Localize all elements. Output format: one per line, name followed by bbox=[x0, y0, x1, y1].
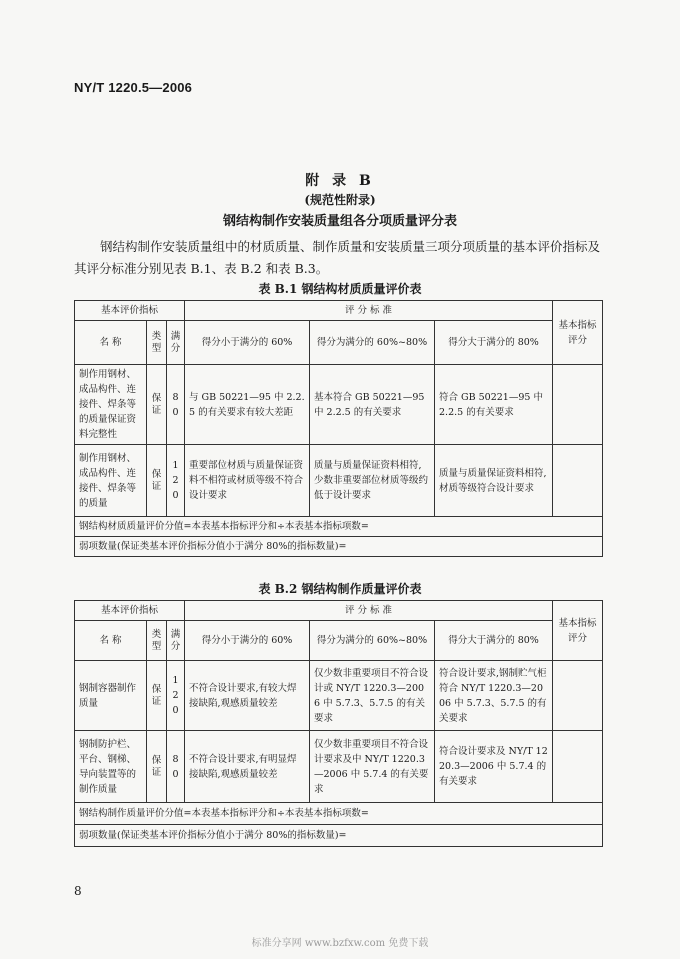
cell-type: 保证 bbox=[147, 365, 167, 445]
appendix-note: (规范性附录) bbox=[304, 193, 376, 207]
cell-gt80: 质量与质量保证资料相符,材质等级符合设计要求 bbox=[435, 445, 553, 517]
cell-type: 保证 bbox=[147, 661, 167, 731]
cell-lt60: 不符合设计要求,有明显焊接缺陷,观感质量较差 bbox=[185, 731, 310, 803]
header-type: 类型 bbox=[147, 621, 167, 661]
cell-name: 钢制容器制作质量 bbox=[75, 661, 147, 731]
header-name: 名 称 bbox=[75, 321, 147, 365]
appendix-title: 附 录 B bbox=[305, 173, 375, 189]
header-60-80: 得分为满分的 60%~80% bbox=[310, 621, 435, 661]
cell-name: 钢制防护栏、平台、钢梯、导向装置等的制作质量 bbox=[75, 731, 147, 803]
intro-paragraph: 钢结构制作安装质量组中的材质质量、制作质量和安装质量三项分项质量的基本评价指标及其评分标准分别见表 B.1、表 B.2 和表 B.3。 bbox=[74, 239, 601, 276]
header-criteria: 评 分 标 准 bbox=[185, 301, 553, 321]
cell-type: 保证 bbox=[147, 731, 167, 803]
header-basic-indicator: 基本评价指标 bbox=[75, 301, 185, 321]
cell-lt60: 重要部位材质与质量保证资料不相符或材质等级不符合设计要求 bbox=[185, 445, 310, 517]
page-number: 8 bbox=[74, 884, 82, 898]
header-full: 满分 bbox=[167, 621, 185, 661]
header-score: 基本指标评分 bbox=[553, 601, 603, 661]
cell-60-80: 仅少数非重要项目不符合设计或 NY/T 1220.3—2006 中 5.7.3、5.7.5 的有关要求 bbox=[310, 661, 435, 731]
header-type: 类型 bbox=[147, 321, 167, 365]
cell-60-80: 基本符合 GB 50221—95 中 2.2.5 的有关要求 bbox=[310, 365, 435, 445]
cell-gt80: 符合设计要求及 NY/T 1220.3—2006 中 5.7.4 的有关要求 bbox=[435, 731, 553, 803]
table-row bbox=[75, 661, 603, 731]
table-b2 bbox=[74, 600, 603, 847]
header-60-80: 得分为满分的 60%~80% bbox=[310, 321, 435, 365]
cell-score bbox=[553, 661, 603, 731]
appendix-name: 钢结构制作安装质量组各分项质量评分表 bbox=[222, 214, 457, 229]
table-b2-caption: 表 B.2 钢结构制作质量评价表 bbox=[258, 582, 422, 596]
header-name: 名 称 bbox=[75, 621, 147, 661]
cell-score bbox=[553, 731, 603, 803]
table-b1-summary-weak: 弱项数量(保证类基本评价指标分值小于满分 80%的指标数量)= bbox=[75, 537, 603, 557]
cell-lt60: 与 GB 50221—95 中 2.2.5 的有关要求有较大差距 bbox=[185, 365, 310, 445]
cell-full: 80 bbox=[167, 365, 185, 445]
header-basic-indicator: 基本评价指标 bbox=[75, 601, 185, 621]
header-lt60: 得分小于满分的 60% bbox=[185, 621, 310, 661]
cell-score bbox=[553, 365, 603, 445]
cell-60-80: 质量与质量保证资料相符,少数非重要部位材质等级约低于设计要求 bbox=[310, 445, 435, 517]
cell-full: 80 bbox=[167, 731, 185, 803]
cell-type: 保证 bbox=[147, 445, 167, 517]
cell-lt60: 不符合设计要求,有较大焊接缺陷,观感质量较差 bbox=[185, 661, 310, 731]
table-row bbox=[75, 445, 603, 517]
cell-name: 制作用钢材、成品构件、连接件、焊条等的质量保证资料完整性 bbox=[75, 365, 147, 445]
header-gt80: 得分大于满分的 80% bbox=[435, 321, 553, 365]
cell-gt80: 符合 GB 50221—95 中 2.2.5 的有关要求 bbox=[435, 365, 553, 445]
table-row bbox=[75, 365, 603, 445]
table-b2-summary-weak: 弱项数量(保证类基本评价指标分值小于满分 80%的指标数量)= bbox=[75, 825, 603, 847]
table-b1 bbox=[74, 300, 603, 557]
header-lt60: 得分小于满分的 60% bbox=[185, 321, 310, 365]
cell-60-80: 仅少数非重要项目不符合设计要求及中 NY/T 1220.3—2006 中 5.7.4 的有关要求 bbox=[310, 731, 435, 803]
header-full: 满分 bbox=[167, 321, 185, 365]
table-b2-summary-score: 钢结构制作质量评价分值=本表基本指标评分和÷本表基本指标项数= bbox=[75, 803, 603, 825]
cell-name: 制作用钢材、成品构件、连接件、焊条等的质量 bbox=[75, 445, 147, 517]
header-gt80: 得分大于满分的 80% bbox=[435, 621, 553, 661]
cell-full: 120 bbox=[167, 661, 185, 731]
cell-gt80: 符合设计要求,钢制贮气柜符合 NY/T 1220.3—2006 中 5.7.3、5.7.5 的有关要求 bbox=[435, 661, 553, 731]
table-row bbox=[75, 731, 603, 803]
table-b1-summary-score: 钢结构材质质量评价分值=本表基本指标评分和÷本表基本指标项数= bbox=[75, 517, 603, 537]
header-criteria: 评 分 标 准 bbox=[185, 601, 553, 621]
header-score: 基本指标评分 bbox=[553, 301, 603, 365]
table-b1-caption: 表 B.1 钢结构材质质量评价表 bbox=[258, 282, 422, 296]
cell-score bbox=[553, 445, 603, 517]
cell-full: 120 bbox=[167, 445, 185, 517]
standard-code: NY/T 1220.5—2006 bbox=[74, 80, 193, 95]
watermark: 标准分享网 www.bzfxw.com 免费下载 bbox=[251, 938, 429, 949]
